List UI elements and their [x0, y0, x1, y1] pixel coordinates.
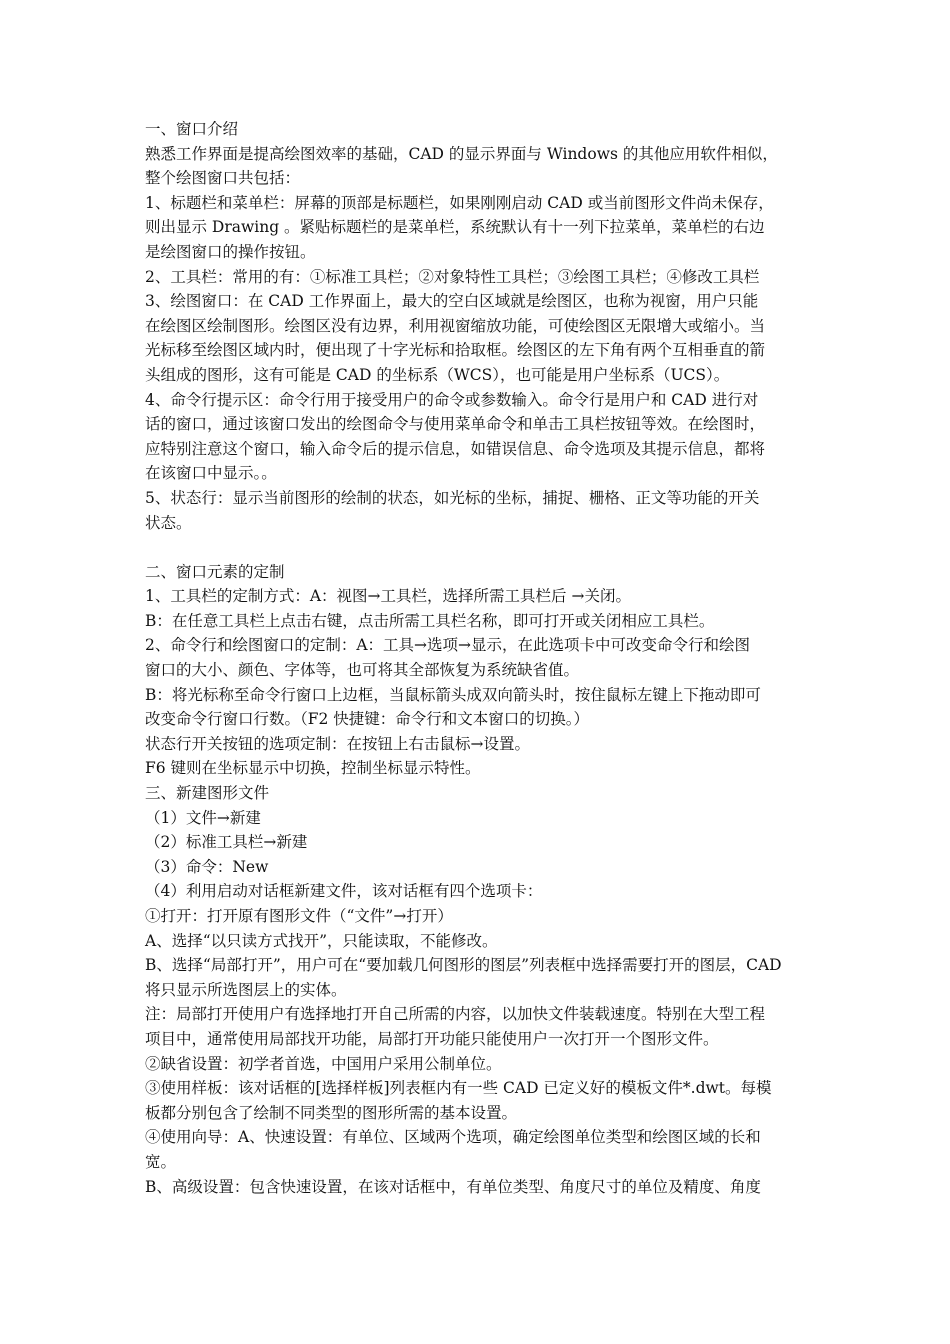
text-line: ②缺省设置：初学者首选，中国用户采用公制单位。 — [145, 1054, 502, 1073]
text-line: 整个绘图窗口共包括： — [145, 169, 301, 188]
text-line: 宽。 — [145, 1152, 177, 1171]
document-body — [145, 117, 809, 1199]
text-line: （1）文件→新建 — [145, 808, 261, 827]
text-line: 板都分别包含了绘制不同类型的图形所需的基本设置。 — [145, 1103, 518, 1122]
text-line: B：将光标称至命令行窗口上边框，当鼠标箭头成双向箭头时，按住鼠标左键上下拖动即可 — [145, 685, 761, 704]
text-line: 将只显示所选图层上的实体。 — [145, 980, 347, 999]
text-line: 光标移至绘图区域内时，便出现了十字光标和拾取框。绘图区的左下角有两个互相垂直的箭 — [145, 341, 766, 360]
text-line: （2）标准工具栏→新建 — [145, 833, 308, 852]
text-line — [145, 535, 809, 560]
text-line: 5、状态行：显示当前图形的绘制的状态，如光标的坐标，捕捉、栅格、正文等功能的开关 — [145, 488, 760, 507]
text-line: 熟悉工作界面是提高绘图效率的基础，CAD 的显示界面与 Windows 的其他应用软件相似， — [145, 144, 778, 163]
text-line: 3、绘图窗口：在 CAD 工作界面上，最大的空白区域就是绘图区，也称为视窗，用户只能 — [145, 292, 759, 311]
text-line: 2、工具栏：常用的有：①标准工具栏；②对象特性工具栏；③绘图工具栏；④修改工具栏 — [145, 267, 760, 286]
text-line: 则出显示 Drawing 。紧贴标题栏的是菜单栏，系统默认有十一列下拉菜单，菜单栏的右边 — [145, 218, 765, 237]
text-line: 注：局部打开使用户有选择地打开自己所需的内容，以加快文件装载速度。特别在大型工程 — [145, 1005, 766, 1024]
text-line: ①打开：打开原有图形文件（“文件”→打开） — [145, 907, 453, 925]
text-line: 1、标题栏和菜单栏：屏幕的顶部是标题栏，如果刚刚启动 CAD 或当前图形文件尚未保存， — [145, 193, 774, 212]
text-line: B、高级设置：包含快速设置，在该对话框中，有单位类型、角度尺寸的单位及精度、角度 — [145, 1177, 761, 1196]
text-line: 一、窗口介绍 — [145, 120, 239, 138]
text-line: 应特别注意这个窗口，输入命令后的提示信息，如错误信息、命令选项及其提示信息，都将 — [145, 439, 766, 458]
text-line: 头组成的图形，这有可能是 CAD 的坐标系（WCS），也可能是用户坐标系（UCS）。 — [145, 365, 730, 384]
text-line: A、选择“以只读方式找开”，只能读取，不能修改。 — [145, 931, 498, 950]
text-line: 窗口的大小、颜色、字体等，也可将其全部恢复为系统缺省值。 — [145, 661, 580, 680]
text-line: 改变命令行窗口行数。（F2 快捷键：命令行和文本窗口的切换。） — [145, 710, 590, 729]
text-line: 项目中，通常使用局部找开功能，局部打开功能只能使用户一次打开一个图形文件。 — [145, 1029, 719, 1048]
text-line: （3）命令：New — [145, 857, 269, 876]
text-line: 二、窗口元素的定制 — [145, 562, 285, 581]
text-line: （4）利用启动对话框新建文件，该对话框有四个选项卡： — [145, 882, 543, 901]
text-line: ④使用向导：A、快速设置：有单位、区域两个选项，确定绘图单位类型和绘图区域的长和 — [145, 1128, 761, 1147]
text-line: 1、工具栏的定制方式：A：视图→工具栏，选择所需工具栏后 →关闭。 — [145, 587, 631, 606]
text-line: 是绘图窗口的操作按钮。 — [145, 242, 316, 261]
text-line: B：在任意工具栏上点击右键，点击所需工具栏名称，即可打开或关闭相应工具栏。 — [145, 611, 715, 630]
text-line: 在该窗口中显示。。 — [145, 464, 277, 483]
text-line: 三、新建图形文件 — [145, 784, 270, 803]
text-line: 状态。 — [145, 513, 192, 532]
text-line: B、选择“局部打开”，用户可在“要加载几何图形的图层”列表框中选择需要打开的图层，CAD — [145, 956, 782, 975]
text-line: 4、命令行提示区：命令行用于接受用户的命令或参数输入。命令行是用户和 CAD 进行对 — [145, 390, 759, 409]
text-line: F6 键则在坐标显示中切换，控制坐标显示特性。 — [145, 759, 481, 778]
text-line: 2、命令行和绘图窗口的定制：A：工具→选项→显示，在此选项卡中可改变命令行和绘图 — [145, 636, 751, 655]
text-line: 在绘图区绘制图形。绘图区没有边界，利用视窗缩放功能，可使绘图区无限增大或缩小。当 — [145, 316, 766, 335]
text-line: 状态行开关按钮的选项定制：在按钮上右击鼠标→设置。 — [145, 734, 530, 753]
text-line: ③使用样板：该对话框的[选择样板]列表框内有一些 CAD 已定义好的模板文件*.dwt。每模 — [145, 1079, 772, 1098]
text-line: 话的窗口，通过该窗口发出的绘图命令与使用菜单命令和单击工具栏按钮等效。在绘图时， — [145, 415, 766, 434]
